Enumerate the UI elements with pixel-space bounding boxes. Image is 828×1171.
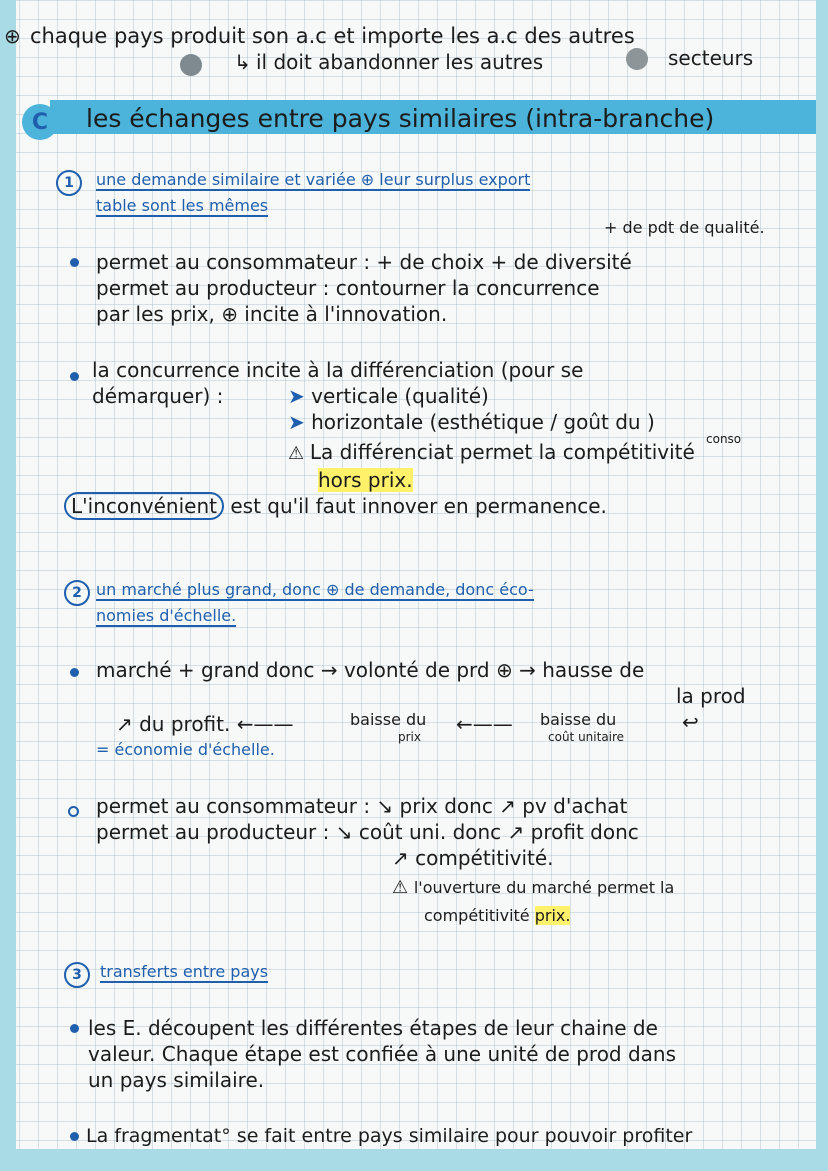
part-3-b1-line-1: les E. découpent les différentes étapes de leur chaine de — [88, 1016, 658, 1040]
part-1-b2-line-1: la concurrence incite à la différenciation (pour se — [92, 358, 584, 382]
intro-line-2a: il doit abandonner les autres — [256, 50, 544, 74]
flow-baisse-cout-2: coût unitaire — [548, 730, 625, 744]
part-2-b1-line-1b: la prod — [676, 684, 746, 708]
part-2-warning: ⚠ l'ouverture du marché permet la — [392, 877, 675, 898]
ink-blot-icon-2 — [626, 48, 648, 70]
bullet — [70, 372, 79, 381]
part-3-number: 3 — [64, 962, 90, 988]
intro-plus-symbol: ⊕ — [4, 24, 21, 48]
part-1-b1-line-3: par les prix, ⊕ incite à l'innovation. — [96, 302, 448, 326]
part-1-sub-2: ➤ horizontale (esthétique / goût du ) — [288, 410, 655, 434]
section-badge: C — [22, 104, 58, 140]
right-margin — [816, 0, 828, 1171]
bullet — [70, 258, 79, 267]
section-title: les échanges entre pays similaires (intra-branche) — [86, 104, 715, 133]
part-3-heading: transferts entre pays — [100, 962, 269, 981]
part-1-sub-2-conso: conso — [706, 432, 742, 446]
economie-echelle: = économie d'échelle. — [96, 740, 275, 759]
flow-return-arrow: ↩ — [682, 710, 699, 734]
part-2-number: 2 — [64, 580, 90, 606]
part-2-heading-line-1: un marché plus grand, donc ⊕ de demande, donc éco- — [96, 580, 534, 599]
flow-baisse-cout: baisse du — [540, 710, 617, 729]
bullet — [70, 668, 79, 677]
warning-icon: ⚠ — [392, 877, 414, 898]
part-3-b1-line-2: valeur. Chaque étape est confiée à une unité de prod dans — [88, 1042, 677, 1066]
intro-line-2b: secteurs — [668, 46, 754, 70]
part-2-b2-line-1: permet au consommateur : ↘ prix donc ↗ pv d'achat — [96, 794, 628, 818]
ink-blot-icon — [180, 54, 202, 76]
flow-baisse-prix: baisse du — [350, 710, 427, 729]
part-1-b1-line-2: permet au producteur : contourner la concurrence — [96, 276, 600, 300]
left-margin — [0, 0, 16, 1171]
part-3-b1-line-3: un pays similaire. — [88, 1068, 265, 1092]
flow-baisse-prix-2: prix — [398, 730, 421, 744]
bullet — [70, 1024, 79, 1033]
part-2-warning-line-2: compétitivité prix. — [424, 906, 571, 925]
part-1-b2-line-2: démarquer) : — [92, 384, 224, 408]
part-3-b2-line-1: La fragmentat° se fait entre pays similaire pour pouvoir profiter — [86, 1125, 693, 1147]
bottom-margin — [0, 1149, 828, 1171]
part-1-sub-1: ➤ verticale (qualité) — [288, 384, 489, 408]
flow-arrow: ←—— — [456, 712, 513, 736]
part-1-warning: ⚠ La différenciat permet la compétitivité — [288, 440, 695, 464]
part-1-note: + de pdt de qualité. — [604, 218, 765, 237]
part-1-warning-highlight: hors prix. — [318, 468, 413, 492]
part-1-heading-line-2: table sont les mêmes — [96, 196, 269, 215]
part-1-number: 1 — [56, 170, 82, 196]
bullet — [68, 806, 79, 817]
part-2-b1-line-1: marché + grand donc → volonté de prd ⊕ → hausse de — [96, 658, 645, 682]
flow-profit: ↗ du profit. ←—— — [116, 712, 294, 736]
part-1-inconvenient: L'inconvénient est qu'il faut innover en permanence. — [64, 494, 607, 518]
warning-icon: ⚠ — [288, 443, 310, 464]
part-2-b2-line-3: ↗ compétitivité. — [392, 846, 554, 870]
part-1-b1-line-1: permet au consommateur : + de choix + de diversité — [96, 250, 632, 274]
intro-line-1: chaque pays produit son a.c et importe les a.c des autres — [30, 24, 635, 48]
part-1-heading-line-1: une demande similaire et variée ⊕ leur surplus export — [96, 170, 531, 189]
part-2-b2-line-2: permet au producteur : ↘ coût uni. donc ↗ profit donc — [96, 820, 639, 844]
bullet — [70, 1132, 79, 1141]
part-2-heading-line-2: nomies d'échelle. — [96, 606, 237, 625]
intro-arrow: ↳ — [234, 50, 251, 74]
